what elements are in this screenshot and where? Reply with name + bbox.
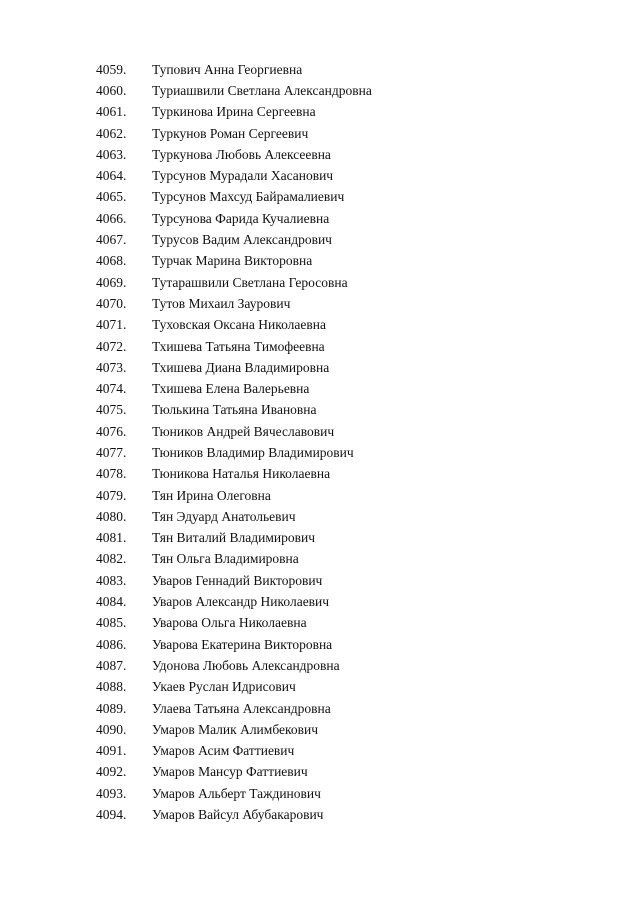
list-item	[96, 698, 372, 719]
entry-name: Турсунова Фарида Кучалиевна	[152, 210, 330, 226]
list-item	[96, 123, 372, 144]
entry-number: 4075.	[96, 402, 127, 418]
entry-number: 4059.	[96, 61, 127, 77]
entry-name: Тюников Андрей Вячеславович	[152, 423, 335, 439]
entry-name: Укаев Руслан Идрисович	[152, 679, 296, 695]
list-item	[96, 400, 372, 421]
entry-number: 4061.	[96, 104, 127, 120]
list-item	[96, 804, 372, 825]
entry-number: 4062.	[96, 125, 127, 141]
entry-name: Тюлькина Татьяна Ивановна	[152, 402, 317, 418]
entry-number: 4063.	[96, 146, 127, 162]
entry-number: 4073.	[96, 359, 127, 375]
entry-name: Тян Ирина Олеговна	[152, 487, 271, 503]
entry-name: Умаров Мансур Фаттиевич	[152, 764, 308, 780]
list-item	[96, 102, 372, 123]
entry-name: Туховская Оксана Николаевна	[152, 317, 326, 333]
list-item	[96, 144, 372, 165]
list-item	[96, 549, 372, 570]
entry-name: Тупович Анна Георгиевна	[152, 61, 303, 77]
entry-number: 4094.	[96, 807, 127, 823]
list-item	[96, 208, 372, 229]
entry-number: 4083.	[96, 572, 127, 588]
name-list	[96, 59, 372, 826]
list-item	[96, 293, 372, 314]
list-item	[96, 762, 372, 783]
entry-name: Тутарашвили Светлана Геросовна	[152, 274, 348, 290]
entry-name: Уварова Екатерина Викторовна	[152, 636, 333, 652]
list-item	[96, 783, 372, 804]
list-item	[96, 741, 372, 762]
entry-number: 4093.	[96, 785, 127, 801]
entry-name: Туркунова Любовь Алексеевна	[152, 146, 331, 162]
entry-name: Тян Эдуард Анатольевич	[152, 508, 296, 524]
entry-number: 4087.	[96, 657, 127, 673]
entry-name: Умаров Альберт Таждинович	[152, 785, 321, 801]
entry-name: Турчак Марина Викторовна	[152, 253, 313, 269]
entry-name: Турсунов Махсуд Байрамалиевич	[152, 189, 345, 205]
entry-number: 4070.	[96, 295, 127, 311]
list-item	[96, 336, 372, 357]
list-item	[96, 251, 372, 272]
entry-number: 4067.	[96, 232, 127, 248]
list-item	[96, 655, 372, 676]
entry-number: 4088.	[96, 679, 127, 695]
list-item	[96, 315, 372, 336]
entry-number: 4090.	[96, 721, 127, 737]
entry-name: Умаров Малик Алимбекович	[152, 721, 319, 737]
entry-name: Турусов Вадим Александрович	[152, 232, 332, 248]
list-item	[96, 378, 372, 399]
entry-number: 4080.	[96, 508, 127, 524]
list-item	[96, 357, 372, 378]
entry-number: 4074.	[96, 381, 127, 397]
entry-number: 4077.	[96, 444, 127, 460]
list-item	[96, 570, 372, 591]
entry-number: 4071.	[96, 317, 127, 333]
entry-number: 4066.	[96, 210, 127, 226]
entry-number: 4084.	[96, 594, 127, 610]
entry-number: 4064.	[96, 168, 127, 184]
list-item	[96, 272, 372, 293]
entry-name: Уварова Ольга Николаевна	[152, 615, 307, 631]
list-item	[96, 634, 372, 655]
entry-name: Туркунов Роман Сергеевич	[152, 125, 309, 141]
entry-name: Тутов Михаил Заурович	[152, 295, 291, 311]
entry-name: Тхишева Татьяна Тимофеевна	[152, 338, 325, 354]
entry-name: Турсунов Мурадали Хасанович	[152, 168, 334, 184]
entry-name: Туркинова Ирина Сергеевна	[152, 104, 316, 120]
entry-name: Уваров Геннадий Викторович	[152, 572, 323, 588]
entry-number: 4091.	[96, 743, 127, 759]
entry-name: Тюников Владимир Владимирович	[152, 444, 354, 460]
entry-name: Умаров Асим Фаттиевич	[152, 743, 295, 759]
entry-number: 4086.	[96, 636, 127, 652]
entry-number: 4082.	[96, 551, 127, 567]
entry-number: 4069.	[96, 274, 127, 290]
entry-number: 4085.	[96, 615, 127, 631]
entry-number: 4079.	[96, 487, 127, 503]
list-item	[96, 591, 372, 612]
entry-name: Тюникова Наталья Николаевна	[152, 466, 331, 482]
entry-number: 4076.	[96, 423, 127, 439]
entry-number: 4065.	[96, 189, 127, 205]
entry-name: Тян Виталий Владимирович	[152, 530, 315, 546]
entry-name: Туриашвили Светлана Александровна	[152, 82, 372, 98]
entry-name: Тхишева Елена Валерьевна	[152, 381, 310, 397]
list-item	[96, 187, 372, 208]
entry-number: 4078.	[96, 466, 127, 482]
entry-name: Тхишева Диана Владимировна	[152, 359, 330, 375]
list-item	[96, 165, 372, 186]
list-item	[96, 464, 372, 485]
entry-number: 4068.	[96, 253, 127, 269]
list-item	[96, 719, 372, 740]
entry-number: 4060.	[96, 82, 127, 98]
list-item	[96, 229, 372, 250]
list-item	[96, 485, 372, 506]
entry-name: Умаров Вайсул Абубакарович	[152, 807, 324, 823]
entry-number: 4092.	[96, 764, 127, 780]
entry-number: 4072.	[96, 338, 127, 354]
list-item	[96, 442, 372, 463]
list-item	[96, 59, 372, 80]
list-item	[96, 677, 372, 698]
entry-number: 4089.	[96, 700, 127, 716]
list-item	[96, 80, 372, 101]
entry-name: Улаева Татьяна Александровна	[152, 700, 331, 716]
list-item	[96, 421, 372, 442]
entry-name: Удонова Любовь Александровна	[152, 657, 340, 673]
list-item	[96, 528, 372, 549]
entry-name: Тян Ольга Владимировна	[152, 551, 299, 567]
list-item	[96, 506, 372, 527]
entry-name: Уваров Александр Николаевич	[152, 594, 330, 610]
list-item	[96, 613, 372, 634]
entry-number: 4081.	[96, 530, 127, 546]
